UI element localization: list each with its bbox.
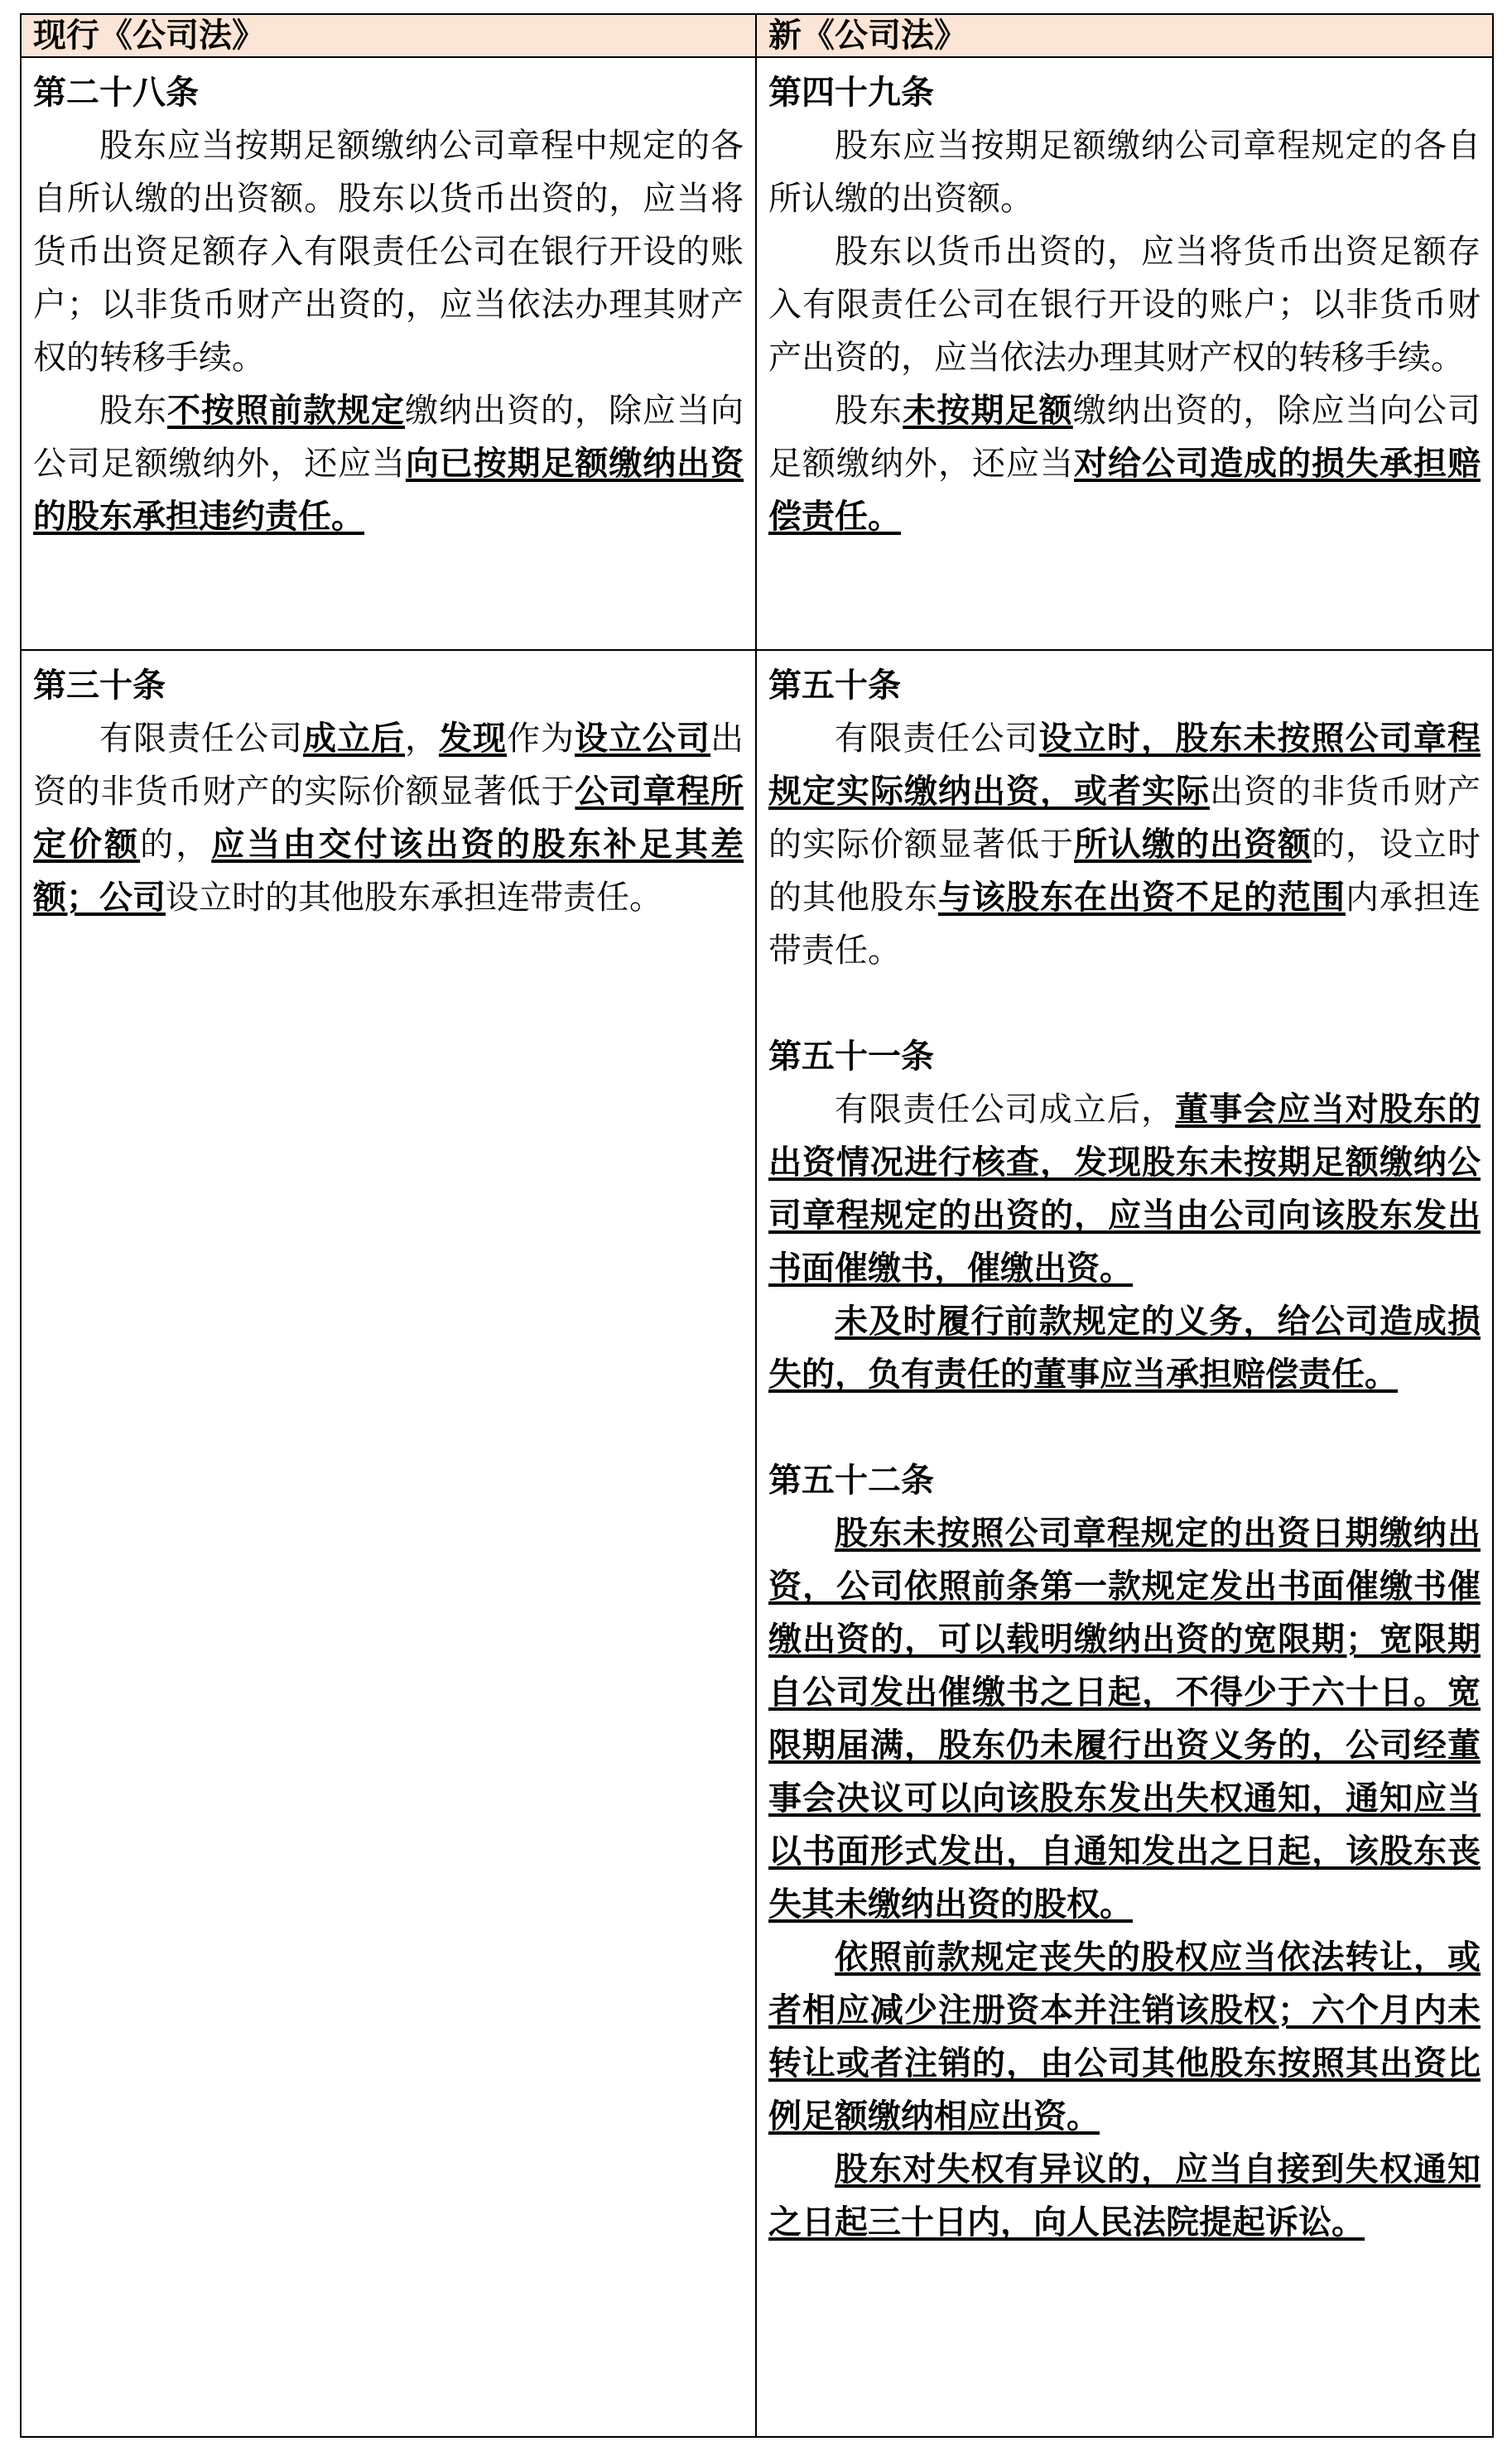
article-block [768,1454,1481,2249]
article-paragraph [768,712,1481,977]
clause-text: 有限责任公司 [835,720,1039,758]
amended-text: 依照前款规定丧失的股权应当依法转让，或者相应减少注册资本并注销该股权；六个月内未转让或者注销的，由公司其他股东按照其出资比例足额缴纳相应出资。 [768,1938,1481,2136]
clause-text: 缴纳出资的，除应当向公司足额缴纳外，还应当 [33,392,744,483]
amended-text: 董事会应当对股东的出资情况进行核查，发现股东未按期足额缴纳公司章程规定的出资的，应当由公司向该股东发出书面催缴书，催缴出资。 [768,1091,1481,1288]
article-paragraph [768,1931,1481,2143]
clause-text: 出资的非货币财产的实际价额显著低于 [768,773,1481,864]
clause-text: 作为 [507,720,575,758]
clause-text: 有限责任公司 [99,720,303,758]
clause-text: 股东应当按期足额缴纳公司章程中规定的各自所认缴的出资额。股东以货币出资的，应当将货币出资足额存入有限责任公司在银行开设的账户；以非货币财产出资的，应当依法办理其财产权的转移手续。 [33,127,744,377]
amended-text: 股东未按照公司章程规定的出资日期缴纳出资，公司依照前条第一款规定发出书面催缴书催缴出资的，可以载明缴纳出资的宽限期；宽限期自公司发出催缴书之日起，不得少于六十日。宽限期届满，股东仍未履行出资义务的，公司经董事会决议可以向该股东发出失权通知，通知应当以书面形式发出，自通知发出之日起，该股东丧失其未缴纳出资的股权。 [768,1514,1481,1924]
article-paragraph [768,225,1481,384]
law-comparison-table [20,13,1494,2438]
clause-text: 的，设立时的其他股东 [768,826,1481,917]
clause-text: ， [405,720,439,758]
amended-text: 对给公司造成的损失承担赔偿责任。 [768,445,1481,536]
amended-text: 成立后 [303,720,405,758]
clause-text: 股东应当按期足额缴纳公司章程规定的各自所认缴的出资额。 [768,127,1481,218]
article-paragraph [768,1507,1481,1931]
amended-text: 公司章程所定价额 [33,773,744,864]
amended-text: 设立公司 [575,720,710,758]
article-heading: 第四十九条 [768,74,934,112]
clause-text: 股东 [99,392,167,430]
clause-text: 出资的非货币财产的实际价额显著低于 [33,720,744,811]
amended-text: 发现 [439,720,507,758]
article-block [768,659,1481,977]
amended-text: 设立时，股东未按照公司章程规定实际缴纳出资，或者实际 [768,720,1481,811]
amended-text: 所认缴的出资额 [1074,826,1312,864]
article-paragraph [33,384,744,543]
new-law-cell [756,650,1493,2437]
article-paragraph [768,1083,1481,1295]
amended-text: 未按期足额 [903,392,1073,430]
article-paragraph [33,712,744,924]
clause-text: 设立时的其他股东承担连带责任。 [166,879,662,917]
article-block [33,66,744,543]
amended-text: 未及时履行前款规定的义务，给公司造成损失的，负有责任的董事应当承担赔偿责任。 [768,1303,1481,1394]
article-block [768,66,1481,543]
table-row [21,650,1493,2437]
header-row [21,14,1493,57]
amended-text: 股东对失权有异议的，应当自接到失权通知之日起三十日内，向人民法院提起诉讼。 [768,2150,1481,2242]
article-paragraph [768,384,1481,543]
amended-text: 与该股东在出资不足的范围 [938,879,1346,917]
clause-text: 内承担连带责任。 [768,879,1481,970]
article-heading: 第五十二条 [768,1461,934,1500]
new-law-cell [756,57,1493,650]
old-law-cell [21,650,756,2437]
header-old-law: 现行《公司法》 [21,14,756,57]
article-heading: 第五十条 [768,667,901,705]
article-paragraph [768,1295,1481,1401]
amended-text: 应当由交付该出资的股东补足其差额；公司 [33,826,744,917]
clause-text: 有限责任公司成立后， [835,1091,1176,1129]
article-block [33,659,744,924]
table-row [21,57,1493,650]
article-block [768,1030,1481,1401]
article-heading: 第二十八条 [33,74,199,112]
article-paragraph [33,119,744,384]
header-new-law: 新《公司法》 [756,14,1493,57]
amended-text: 向已按期足额缴纳出资的股东承担违约责任。 [33,445,744,536]
article-heading: 第五十一条 [768,1038,934,1076]
clause-text: 股东 [835,392,903,430]
article-heading: 第三十条 [33,667,166,705]
old-law-cell [21,57,756,650]
amended-text: 不按照前款规定 [167,392,405,430]
clause-text: 股东以货币出资的，应当将货币出资足额存入有限责任公司在银行开设的账户；以非货币财产出资的，应当依法办理其财产权的转移手续。 [768,233,1481,377]
article-paragraph [768,119,1481,225]
clause-text: 缴纳出资的，除应当向公司足额缴纳外，还应当 [768,392,1481,483]
clause-text: 的， [140,826,212,864]
article-paragraph [768,2143,1481,2249]
